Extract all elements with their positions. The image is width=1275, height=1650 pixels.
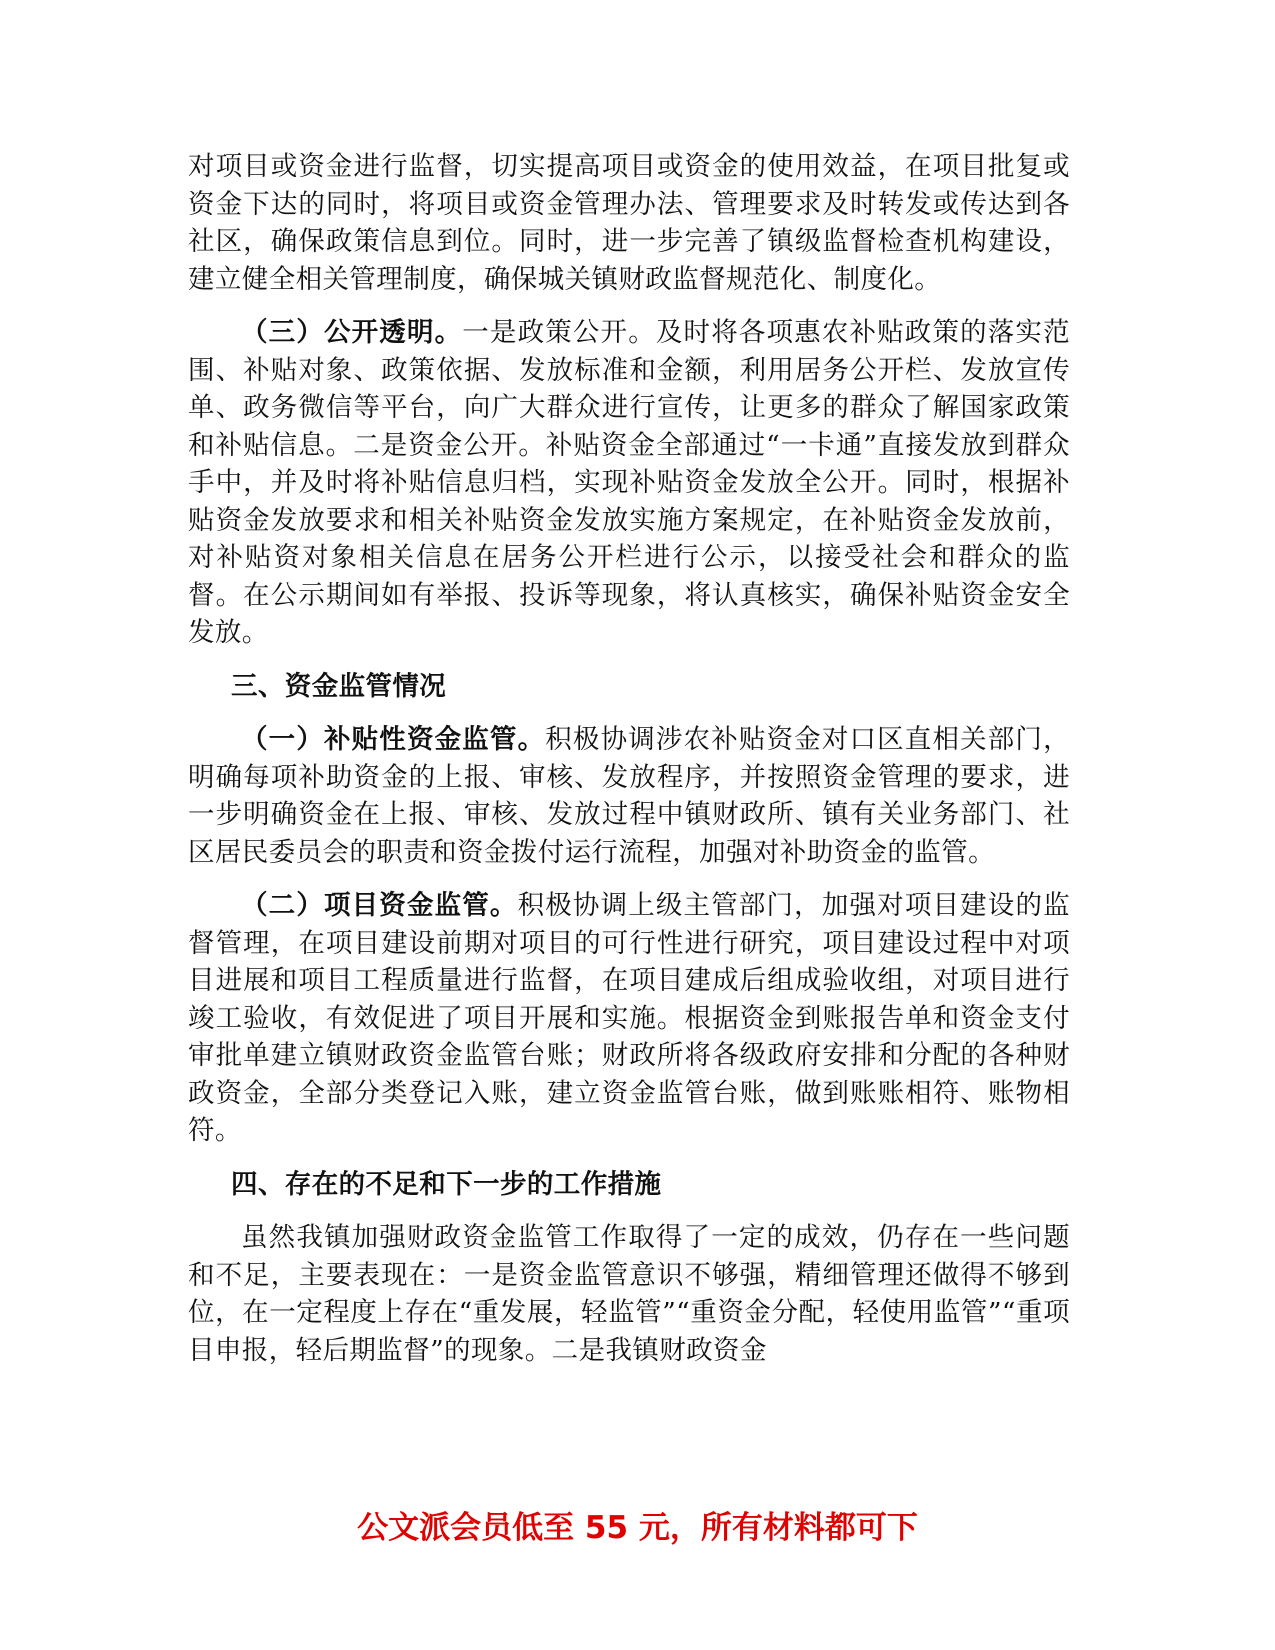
section-lead: （二）项目资金监管。 [241,890,518,921]
paragraph-text: 虽然我镇加强财政资金监管工作取得了一定的成效，仍存在一些问题和不足，主要表现在：一是资金监管意识不够强，精细管理还做得不够到位，在一定程度上存在“重发展，轻监管”“重资金分配，轻使用监管”“重项目申报，轻后期监督”的现象。二是我镇财政资金 [188,1222,1070,1366]
section-paragraph-subsidy-supervision [188,721,1070,871]
body-paragraph [188,148,1070,298]
paragraph-text: 积极协调涉农补贴资金对口区直相关部门，明确每项补助资金的上报、审核、发放程序，并按照资金管理的要求，进一步明确资金在上报、审核、发放过程中镇财政所、镇有关业务部门、社区居民委员会的职责和资金拨付运行流程，加强对补助资金的监管。 [188,724,1070,868]
section-lead: （三）公开透明。 [241,317,463,348]
section-heading-shortcomings: 四、存在的不足和下一步的工作措施 [231,1168,662,1200]
paragraph-text: 积极协调上级主管部门，加强对项目建设的监督管理，在项目建设前期对项目的可行性进行研究，项目建设过程中对项目进展和项目工程质量进行监督，在项目建成后组成验收组，对项目进行竣工验收，有效促进了项目开展和实施。根据资金到账报告单和资金支付审批单建立镇财政资金监管台账；财政所将各级政府安排和分配的各种财政资金，全部分类登记入账，建立资金监管台账，做到账账相符、账物相符。 [188,890,1071,1146]
section-heading-fund-supervision: 三、资金监管情况 [231,670,447,702]
body-paragraph-shortcomings [188,1219,1070,1369]
paragraph-text: 对项目或资金进行监督，切实提高项目或资金的使用效益，在项目批复或资金下达的同时，将项目或资金管理办法、管理要求及时转发或传达到各社区，确保政策信息到位。同时，进一步完善了镇级监督检查机构建设，建立健全相关管理制度，确保城关镇财政监督规范化、制度化。 [188,151,1070,295]
section-paragraph-public-transparency [188,314,1070,652]
document-body [188,148,1070,1385]
paragraph-text: 一是政策公开。及时将各项惠农补贴政策的落实范围、补贴对象、政策依据、发放标准和金额，利用居务公开栏、发放宣传单、政务微信等平台，向广大群众进行宣传，让更多的群众了解国家政策和补贴信息。二是资金公开。补贴资金全部通过“一卡通”直接发放到群众手中，并及时将补贴信息归档，实现补贴资金发放全公开。同时，根据补贴资金发放要求和相关补贴资金发放实施方案规定，在补贴资金发放前，对补贴资对象相关信息在居务公开栏进行公示，以接受社会和群众的监督。在公示期间如有举报、投诉等现象，将认真核实，确保补贴资金安全发放。 [188,317,1070,648]
section-paragraph-project-supervision [188,887,1070,1150]
section-lead: （一）补贴性资金监管。 [241,724,546,755]
promo-footer: 公文派会员低至 55 元，所有材料都可下 [357,1510,918,1546]
